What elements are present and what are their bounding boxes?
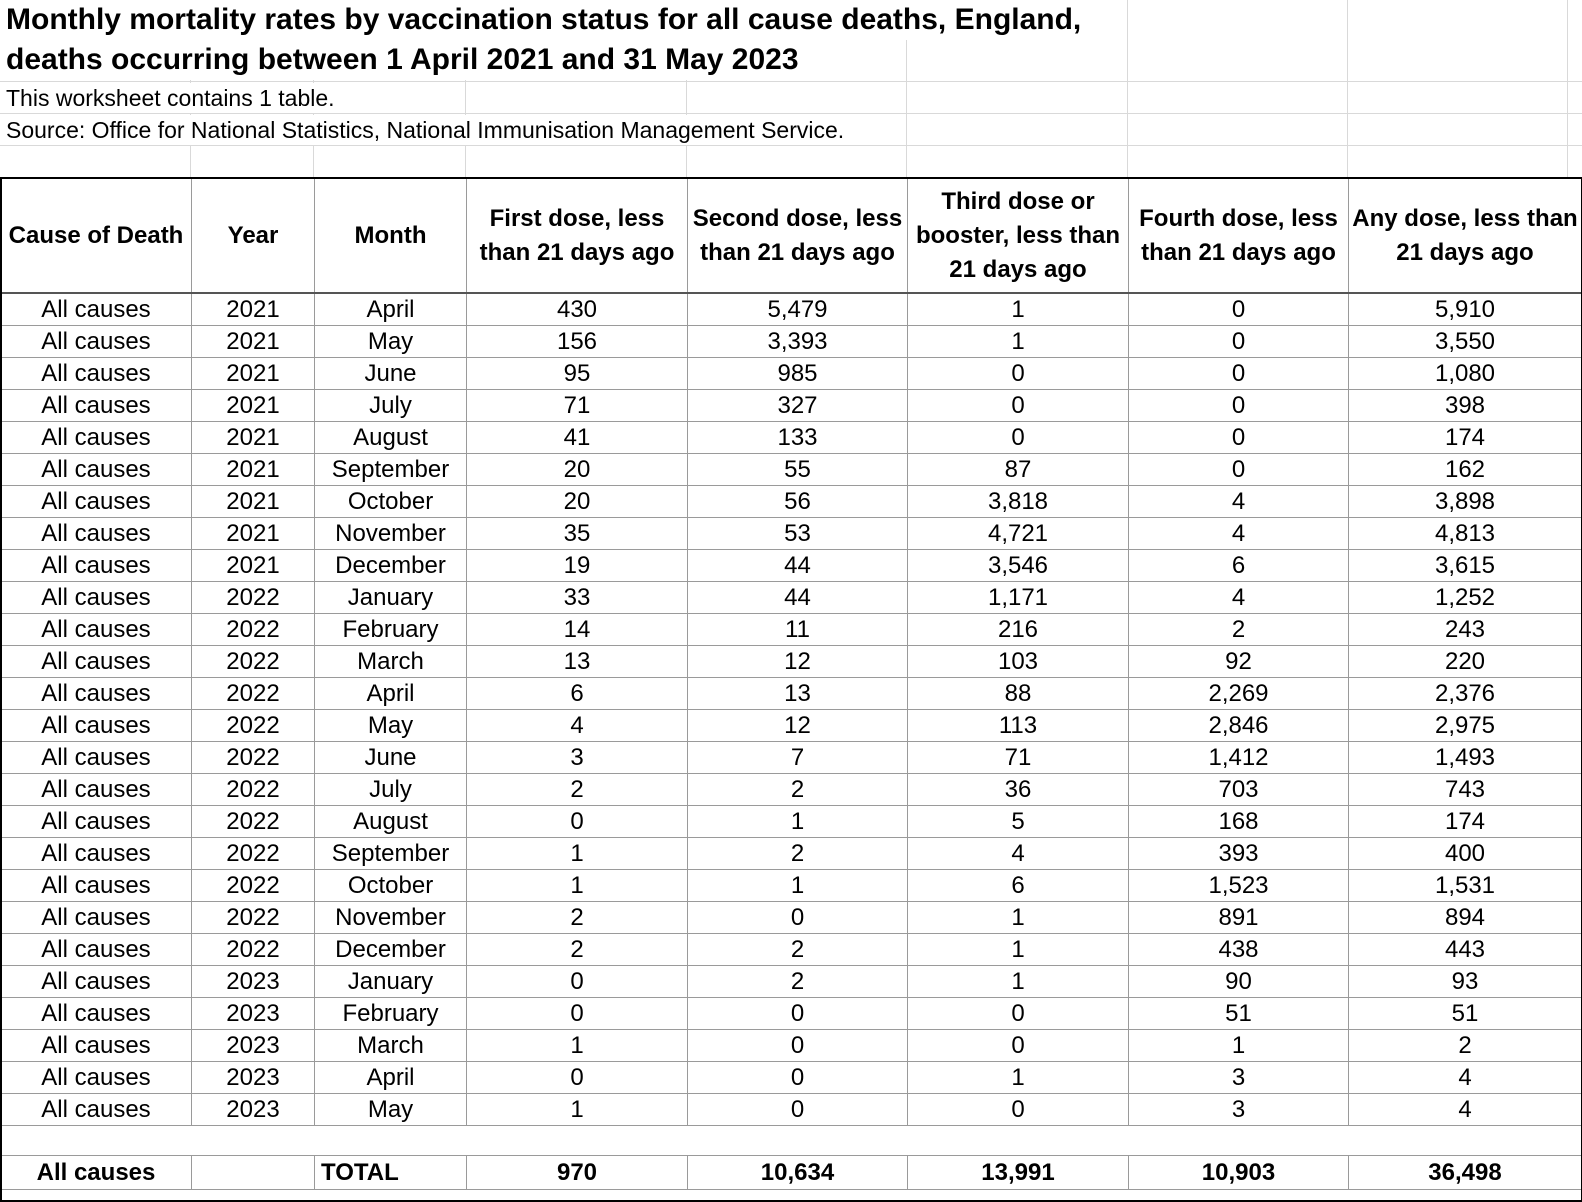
empty-cell xyxy=(1,1126,192,1156)
cell-fourth-dose: 2 xyxy=(1129,614,1349,646)
cell-year: 2021 xyxy=(192,518,315,550)
cell-third-dose: 113 xyxy=(908,710,1129,742)
cell-first-dose: 1 xyxy=(467,1030,688,1062)
cell-any-dose: 4 xyxy=(1349,1062,1582,1094)
cell-third-dose: 0 xyxy=(908,998,1129,1030)
table-row xyxy=(1,454,1582,486)
cell-month: June xyxy=(315,358,467,390)
cell-third-dose: 0 xyxy=(908,390,1129,422)
cell-fourth-dose: 1,523 xyxy=(1129,870,1349,902)
cell-any-dose: 4,813 xyxy=(1349,518,1582,550)
cell-month: January xyxy=(315,582,467,614)
cell-first-dose: 33 xyxy=(467,582,688,614)
cell-fourth-dose: 1,412 xyxy=(1129,742,1349,774)
cell-fourth-dose: 2,846 xyxy=(1129,710,1349,742)
cell-first-dose: 2 xyxy=(467,774,688,806)
cell-second-dose: 327 xyxy=(688,390,908,422)
cell-year: 2022 xyxy=(192,870,315,902)
cell-year: 2023 xyxy=(192,1062,315,1094)
cell-any-dose: 1,493 xyxy=(1349,742,1582,774)
cell-month: August xyxy=(315,806,467,838)
cell-any-dose: 93 xyxy=(1349,966,1582,998)
cell-first-dose: 41 xyxy=(467,422,688,454)
cell-cause: All causes xyxy=(1,902,192,934)
cell-third-dose: 5 xyxy=(908,806,1129,838)
cell-year: 2021 xyxy=(192,422,315,454)
cell-fourth-dose: 0 xyxy=(1129,326,1349,358)
table-row xyxy=(1,902,1582,934)
cell-third-dose: 71 xyxy=(908,742,1129,774)
cell-first-dose: 156 xyxy=(467,326,688,358)
cell-month: February xyxy=(315,998,467,1030)
cell-cause: All causes xyxy=(1,486,192,518)
cell-second-dose: 133 xyxy=(688,422,908,454)
cell-month: June xyxy=(315,742,467,774)
cell-any-dose: 3,615 xyxy=(1349,550,1582,582)
cell-first-dose: 0 xyxy=(467,966,688,998)
cell-month: April xyxy=(315,294,467,326)
sheet-title-line-1: Monthly mortality rates by vaccination status for all cause deaths, England, xyxy=(6,0,1087,40)
cell-first-dose: 35 xyxy=(467,518,688,550)
worksheet-contents-note: This worksheet contains 1 table. xyxy=(6,83,339,113)
cell-fourth-dose: 51 xyxy=(1129,998,1349,1030)
cell-any-dose: 5,910 xyxy=(1349,294,1582,326)
cell-second-dose: 12 xyxy=(688,646,908,678)
cell-year: 2022 xyxy=(192,838,315,870)
cell-any-dose: 174 xyxy=(1349,806,1582,838)
cell-third-dose: 3,546 xyxy=(908,550,1129,582)
total-row xyxy=(1,1156,1582,1190)
table-row xyxy=(1,1062,1582,1094)
header-fourth-dose: Fourth dose, less than 21 days ago xyxy=(1129,178,1349,294)
empty-cell xyxy=(1129,1126,1349,1156)
cell-first-dose: 71 xyxy=(467,390,688,422)
header-first-dose: First dose, less than 21 days ago xyxy=(467,178,688,294)
cell-year: 2022 xyxy=(192,582,315,614)
cell-third-dose: 216 xyxy=(908,614,1129,646)
cell-any-dose: 443 xyxy=(1349,934,1582,966)
empty-cell xyxy=(1349,1126,1582,1156)
cell-fourth-dose: 0 xyxy=(1129,454,1349,486)
cell-month: April xyxy=(315,678,467,710)
cell-any-dose: 1,531 xyxy=(1349,870,1582,902)
cell-first-dose: 13 xyxy=(467,646,688,678)
cell-year: 2022 xyxy=(192,710,315,742)
cell-any-dose: 1,252 xyxy=(1349,582,1582,614)
cell-fourth-dose: 168 xyxy=(1129,806,1349,838)
cell-year: 2022 xyxy=(192,646,315,678)
cell-cause: All causes xyxy=(1,390,192,422)
cell-cause: All causes xyxy=(1,582,192,614)
table-row xyxy=(1,710,1582,742)
cell-third-dose: 1 xyxy=(908,1062,1129,1094)
cell-cause: All causes xyxy=(1,678,192,710)
table-row xyxy=(1,614,1582,646)
empty-cell xyxy=(192,1126,315,1156)
cell-third-dose: 1 xyxy=(908,902,1129,934)
cell-fourth-dose: 3 xyxy=(1129,1062,1349,1094)
total-cell-third-dose: 13,991 xyxy=(908,1156,1129,1190)
cell-third-dose: 6 xyxy=(908,870,1129,902)
cell-second-dose: 3,393 xyxy=(688,326,908,358)
cell-year: 2022 xyxy=(192,934,315,966)
cell-fourth-dose: 2,269 xyxy=(1129,678,1349,710)
cell-first-dose: 20 xyxy=(467,486,688,518)
cell-cause: All causes xyxy=(1,806,192,838)
table-row xyxy=(1,294,1582,326)
cell-month: May xyxy=(315,710,467,742)
cell-third-dose: 1 xyxy=(908,294,1129,326)
cell-third-dose: 1 xyxy=(908,326,1129,358)
cell-cause: All causes xyxy=(1,934,192,966)
table-row xyxy=(1,1094,1582,1126)
cell-cause: All causes xyxy=(1,294,192,326)
gridline xyxy=(0,81,1582,82)
empty-cell xyxy=(688,1126,908,1156)
cell-second-dose: 0 xyxy=(688,998,908,1030)
empty-cell xyxy=(467,1126,688,1156)
cell-any-dose: 51 xyxy=(1349,998,1582,1030)
cell-year: 2021 xyxy=(192,454,315,486)
source-note: Source: Office for National Statistics, National Immunisation Management Service. xyxy=(6,115,848,145)
cell-cause: All causes xyxy=(1,1062,192,1094)
cell-any-dose: 3,550 xyxy=(1349,326,1582,358)
cell-third-dose: 0 xyxy=(908,358,1129,390)
total-cell-fourth-dose: 10,903 xyxy=(1129,1156,1349,1190)
cell-year: 2021 xyxy=(192,486,315,518)
cell-first-dose: 1 xyxy=(467,870,688,902)
spacer-row xyxy=(1,1126,1582,1156)
cell-cause: All causes xyxy=(1,710,192,742)
cell-any-dose: 174 xyxy=(1349,422,1582,454)
cell-first-dose: 0 xyxy=(467,806,688,838)
cell-fourth-dose: 0 xyxy=(1129,358,1349,390)
cell-second-dose: 2 xyxy=(688,966,908,998)
cell-year: 2022 xyxy=(192,742,315,774)
gridline xyxy=(0,113,1582,114)
cell-any-dose: 2 xyxy=(1349,1030,1582,1062)
cell-year: 2023 xyxy=(192,998,315,1030)
sheet-title-line-2: deaths occurring between 1 April 2021 and 31 May 2023 xyxy=(6,40,805,80)
cell-month: October xyxy=(315,486,467,518)
cell-any-dose: 220 xyxy=(1349,646,1582,678)
total-cell-first-dose: 970 xyxy=(467,1156,688,1190)
sheet-preamble xyxy=(0,0,1582,178)
cell-first-dose: 1 xyxy=(467,838,688,870)
mortality-table xyxy=(0,177,1582,1190)
gridline xyxy=(1127,0,1128,178)
header-second-dose: Second dose, less than 21 days ago xyxy=(688,178,908,294)
cell-second-dose: 0 xyxy=(688,1062,908,1094)
cell-year: 2022 xyxy=(192,902,315,934)
cell-third-dose: 88 xyxy=(908,678,1129,710)
cell-month: April xyxy=(315,1062,467,1094)
cell-any-dose: 2,376 xyxy=(1349,678,1582,710)
table-row xyxy=(1,390,1582,422)
cell-third-dose: 1 xyxy=(908,966,1129,998)
cell-first-dose: 95 xyxy=(467,358,688,390)
cell-fourth-dose: 0 xyxy=(1129,294,1349,326)
cell-cause: All causes xyxy=(1,422,192,454)
table-row xyxy=(1,1030,1582,1062)
cell-cause: All causes xyxy=(1,870,192,902)
cell-any-dose: 1,080 xyxy=(1349,358,1582,390)
cell-third-dose: 3,818 xyxy=(908,486,1129,518)
cell-cause: All causes xyxy=(1,1094,192,1126)
cell-cause: All causes xyxy=(1,998,192,1030)
cell-year: 2021 xyxy=(192,326,315,358)
cell-month: September xyxy=(315,454,467,486)
gridline xyxy=(1347,0,1348,178)
cell-fourth-dose: 92 xyxy=(1129,646,1349,678)
total-cell-any-dose: 36,498 xyxy=(1349,1156,1582,1190)
cell-cause: All causes xyxy=(1,518,192,550)
total-cell-month: TOTAL xyxy=(315,1156,467,1190)
cell-second-dose: 5,479 xyxy=(688,294,908,326)
cell-cause: All causes xyxy=(1,1030,192,1062)
cell-second-dose: 0 xyxy=(688,1094,908,1126)
cell-any-dose: 243 xyxy=(1349,614,1582,646)
total-cell-year xyxy=(192,1156,315,1190)
cell-month: December xyxy=(315,934,467,966)
header-cause-of-death: Cause of Death xyxy=(1,178,192,294)
cell-first-dose: 430 xyxy=(467,294,688,326)
table-row xyxy=(1,422,1582,454)
cell-cause: All causes xyxy=(1,614,192,646)
cell-cause: All causes xyxy=(1,646,192,678)
cell-cause: All causes xyxy=(1,358,192,390)
cell-first-dose: 1 xyxy=(467,1094,688,1126)
cell-year: 2023 xyxy=(192,1030,315,1062)
cell-month: August xyxy=(315,422,467,454)
cell-fourth-dose: 4 xyxy=(1129,518,1349,550)
cell-any-dose: 400 xyxy=(1349,838,1582,870)
cell-third-dose: 1 xyxy=(908,934,1129,966)
cell-cause: All causes xyxy=(1,966,192,998)
total-cell-second-dose: 10,634 xyxy=(688,1156,908,1190)
cell-any-dose: 162 xyxy=(1349,454,1582,486)
cell-third-dose: 4,721 xyxy=(908,518,1129,550)
cell-year: 2023 xyxy=(192,1094,315,1126)
table-row xyxy=(1,998,1582,1030)
cell-fourth-dose: 0 xyxy=(1129,390,1349,422)
total-cell-cause: All causes xyxy=(1,1156,192,1190)
cell-year: 2021 xyxy=(192,550,315,582)
table-row xyxy=(1,838,1582,870)
cell-cause: All causes xyxy=(1,550,192,582)
header-year: Year xyxy=(192,178,315,294)
cell-year: 2021 xyxy=(192,358,315,390)
cell-third-dose: 87 xyxy=(908,454,1129,486)
table-row xyxy=(1,550,1582,582)
cell-first-dose: 2 xyxy=(467,902,688,934)
cell-fourth-dose: 703 xyxy=(1129,774,1349,806)
cell-cause: All causes xyxy=(1,838,192,870)
cell-third-dose: 0 xyxy=(908,422,1129,454)
cell-first-dose: 4 xyxy=(467,710,688,742)
cell-second-dose: 1 xyxy=(688,806,908,838)
table-row xyxy=(1,518,1582,550)
cell-cause: All causes xyxy=(1,774,192,806)
cell-cause: All causes xyxy=(1,326,192,358)
cell-third-dose: 0 xyxy=(908,1030,1129,1062)
cell-first-dose: 20 xyxy=(467,454,688,486)
header-third-dose: Third dose or booster, less than 21 days ago xyxy=(908,178,1129,294)
cell-year: 2021 xyxy=(192,390,315,422)
empty-cell xyxy=(908,1126,1129,1156)
cell-first-dose: 0 xyxy=(467,998,688,1030)
cell-month: December xyxy=(315,550,467,582)
cell-fourth-dose: 1 xyxy=(1129,1030,1349,1062)
cell-fourth-dose: 438 xyxy=(1129,934,1349,966)
cell-third-dose: 1,171 xyxy=(908,582,1129,614)
cell-third-dose: 0 xyxy=(908,1094,1129,1126)
cell-fourth-dose: 90 xyxy=(1129,966,1349,998)
table-body xyxy=(1,294,1582,1190)
cell-month: July xyxy=(315,774,467,806)
cell-any-dose: 894 xyxy=(1349,902,1582,934)
cell-month: March xyxy=(315,646,467,678)
cell-month: July xyxy=(315,390,467,422)
cell-month: May xyxy=(315,1094,467,1126)
cell-fourth-dose: 891 xyxy=(1129,902,1349,934)
cell-second-dose: 0 xyxy=(688,1030,908,1062)
cell-month: November xyxy=(315,902,467,934)
cell-year: 2022 xyxy=(192,678,315,710)
table-row xyxy=(1,966,1582,998)
cell-second-dose: 44 xyxy=(688,550,908,582)
cell-first-dose: 3 xyxy=(467,742,688,774)
table-row xyxy=(1,326,1582,358)
cell-month: November xyxy=(315,518,467,550)
table-row xyxy=(1,646,1582,678)
table-row xyxy=(1,678,1582,710)
cell-second-dose: 56 xyxy=(688,486,908,518)
gridline xyxy=(0,145,1582,146)
cell-second-dose: 44 xyxy=(688,582,908,614)
header-month: Month xyxy=(315,178,467,294)
cell-fourth-dose: 6 xyxy=(1129,550,1349,582)
cell-second-dose: 53 xyxy=(688,518,908,550)
cell-year: 2022 xyxy=(192,774,315,806)
cell-third-dose: 103 xyxy=(908,646,1129,678)
table-row xyxy=(1,934,1582,966)
cell-fourth-dose: 0 xyxy=(1129,422,1349,454)
table-row xyxy=(1,806,1582,838)
cell-first-dose: 6 xyxy=(467,678,688,710)
cell-any-dose: 398 xyxy=(1349,390,1582,422)
cell-month: January xyxy=(315,966,467,998)
cell-second-dose: 0 xyxy=(688,902,908,934)
cell-third-dose: 4 xyxy=(908,838,1129,870)
cell-year: 2021 xyxy=(192,294,315,326)
header-row xyxy=(1,178,1582,294)
cell-second-dose: 13 xyxy=(688,678,908,710)
empty-cell xyxy=(315,1126,467,1156)
cell-cause: All causes xyxy=(1,742,192,774)
cell-second-dose: 2 xyxy=(688,774,908,806)
gridline xyxy=(1567,0,1568,178)
cell-month: February xyxy=(315,614,467,646)
cell-year: 2022 xyxy=(192,806,315,838)
cell-year: 2022 xyxy=(192,614,315,646)
cell-second-dose: 12 xyxy=(688,710,908,742)
table-row xyxy=(1,486,1582,518)
cell-first-dose: 0 xyxy=(467,1062,688,1094)
cell-any-dose: 3,898 xyxy=(1349,486,1582,518)
cell-second-dose: 2 xyxy=(688,934,908,966)
cell-second-dose: 2 xyxy=(688,838,908,870)
cell-month: September xyxy=(315,838,467,870)
table-row xyxy=(1,870,1582,902)
cell-cause: All causes xyxy=(1,454,192,486)
cell-second-dose: 985 xyxy=(688,358,908,390)
cell-month: March xyxy=(315,1030,467,1062)
cell-first-dose: 19 xyxy=(467,550,688,582)
cell-fourth-dose: 3 xyxy=(1129,1094,1349,1126)
table-row xyxy=(1,742,1582,774)
header-any-dose: Any dose, less than 21 days ago xyxy=(1349,178,1582,294)
table-row xyxy=(1,774,1582,806)
cell-any-dose: 2,975 xyxy=(1349,710,1582,742)
cell-second-dose: 7 xyxy=(688,742,908,774)
cell-fourth-dose: 4 xyxy=(1129,486,1349,518)
cell-year: 2023 xyxy=(192,966,315,998)
cell-first-dose: 14 xyxy=(467,614,688,646)
cell-month: May xyxy=(315,326,467,358)
cell-second-dose: 55 xyxy=(688,454,908,486)
cell-month: October xyxy=(315,870,467,902)
table-row xyxy=(1,582,1582,614)
cell-second-dose: 11 xyxy=(688,614,908,646)
table-row xyxy=(1,358,1582,390)
cell-third-dose: 36 xyxy=(908,774,1129,806)
cell-second-dose: 1 xyxy=(688,870,908,902)
cell-any-dose: 4 xyxy=(1349,1094,1582,1126)
cell-first-dose: 2 xyxy=(467,934,688,966)
cell-fourth-dose: 393 xyxy=(1129,838,1349,870)
cell-fourth-dose: 4 xyxy=(1129,582,1349,614)
cell-any-dose: 743 xyxy=(1349,774,1582,806)
